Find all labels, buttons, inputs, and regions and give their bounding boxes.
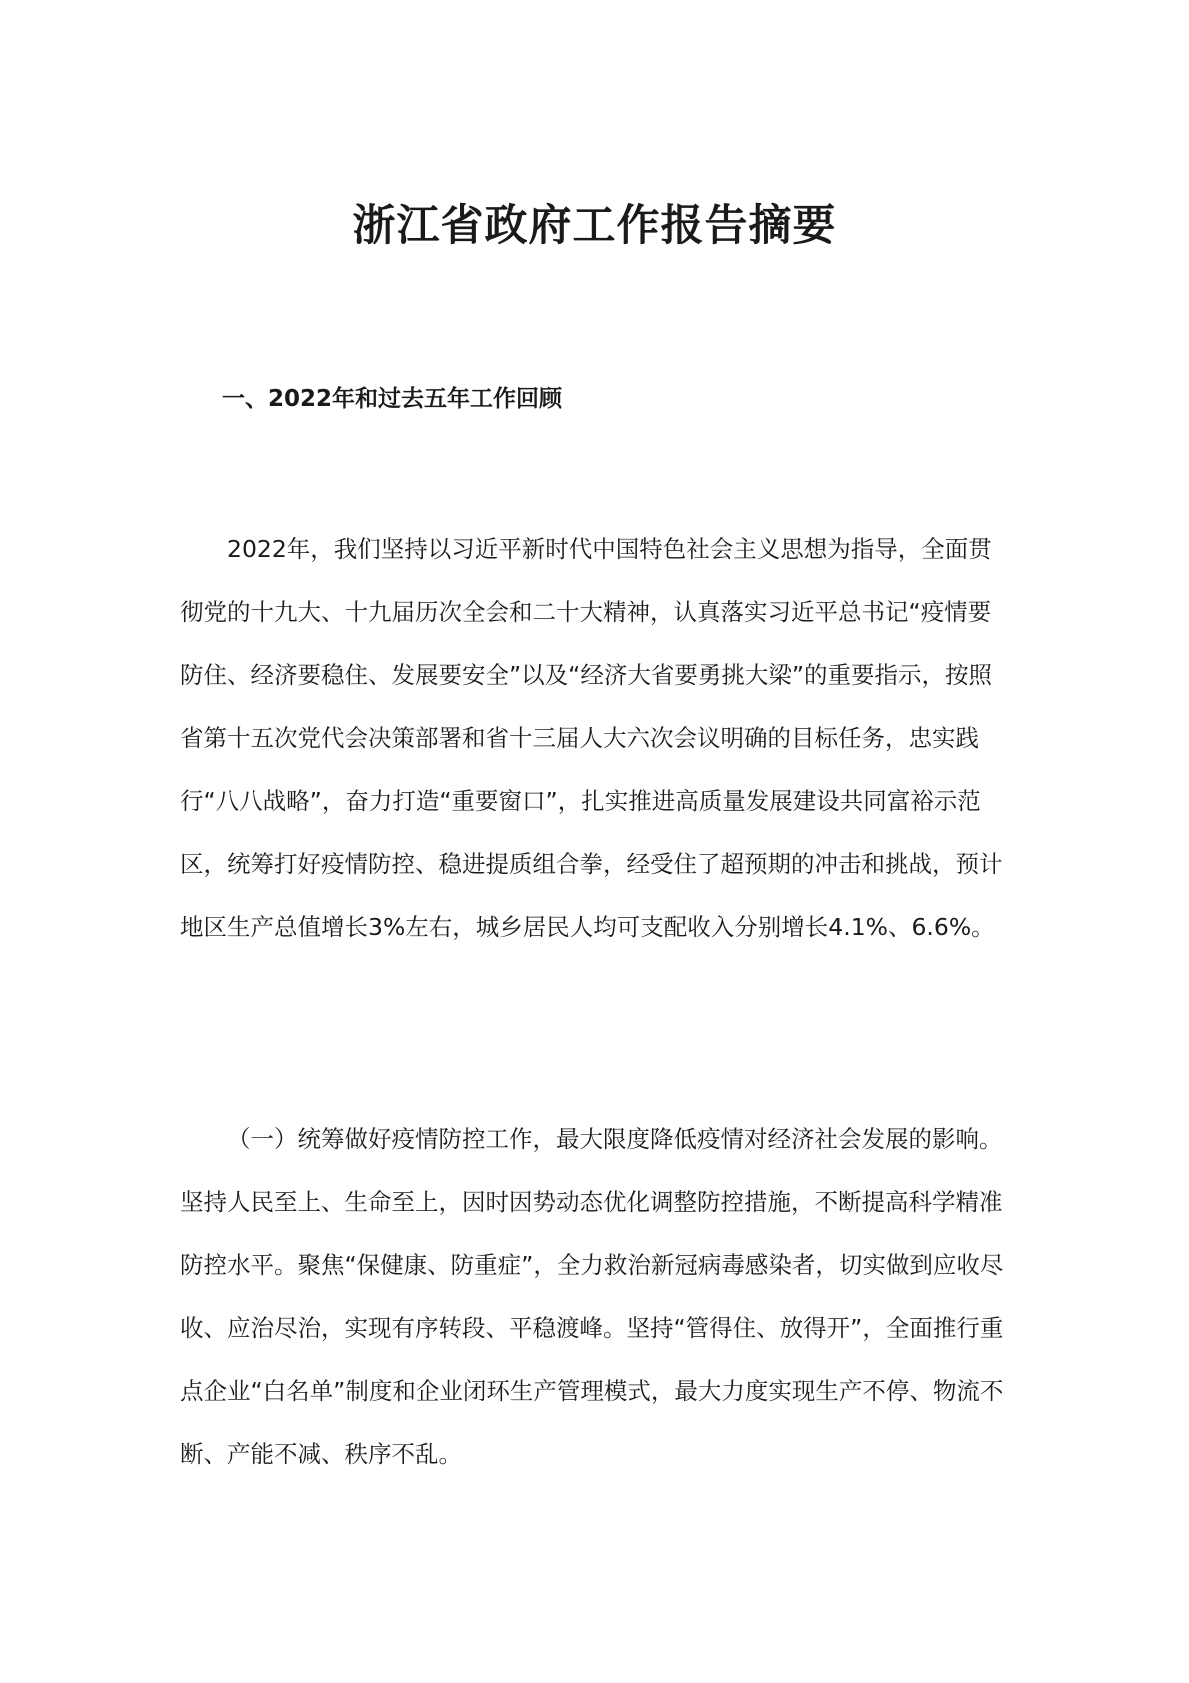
- body-paragraph: 2022年，我们坚持以习近平新时代中国特色社会主义思想为指导，全面贯彻党的十九大、十九届历次全会和二十大精神，认真落实习近平总书记“疫情要防住、经济要稳住、发展要安全”以及“经济大省要勇挑大梁”的重要指示，按照省第十五次党代会决策部署和省十三届人大六次会议明确的目标任务，忠实践行“八八战略”，奋力打造“重要窗口”，扎实推进高质量发展建设共同富裕示范区，统筹打好疫情防控、稳进提质组合拳，经受住了超预期的冲击和挑战，预计地区生产总值增长3%左右，城乡居民人均可支配收入分别增长4.1%、6.6%。: [180, 535, 1003, 941]
- document-title: 浙江省政府工作报告摘要: [352, 201, 837, 251]
- section-heading: 一、2022年和过去五年工作回顾: [222, 386, 563, 412]
- body-paragraph: （一）统筹做好疫情防控工作，最大限度降低疫情对经济社会发展的影响。坚持人民至上、生命至上，因时因势动态优化调整防控措施，不断提高科学精准防控水平。聚焦“保健康、防重症”，全力救治新冠病毒感染者，切实做到应收尽收、应治尽治，实现有序转段、平稳渡峰。坚持“管得住、放得开”，全面推行重点企业“白名单”制度和企业闭环生产管理模式，最大力度实现生产不停、物流不断、产能不减、秩序不乱。: [180, 1125, 1004, 1468]
